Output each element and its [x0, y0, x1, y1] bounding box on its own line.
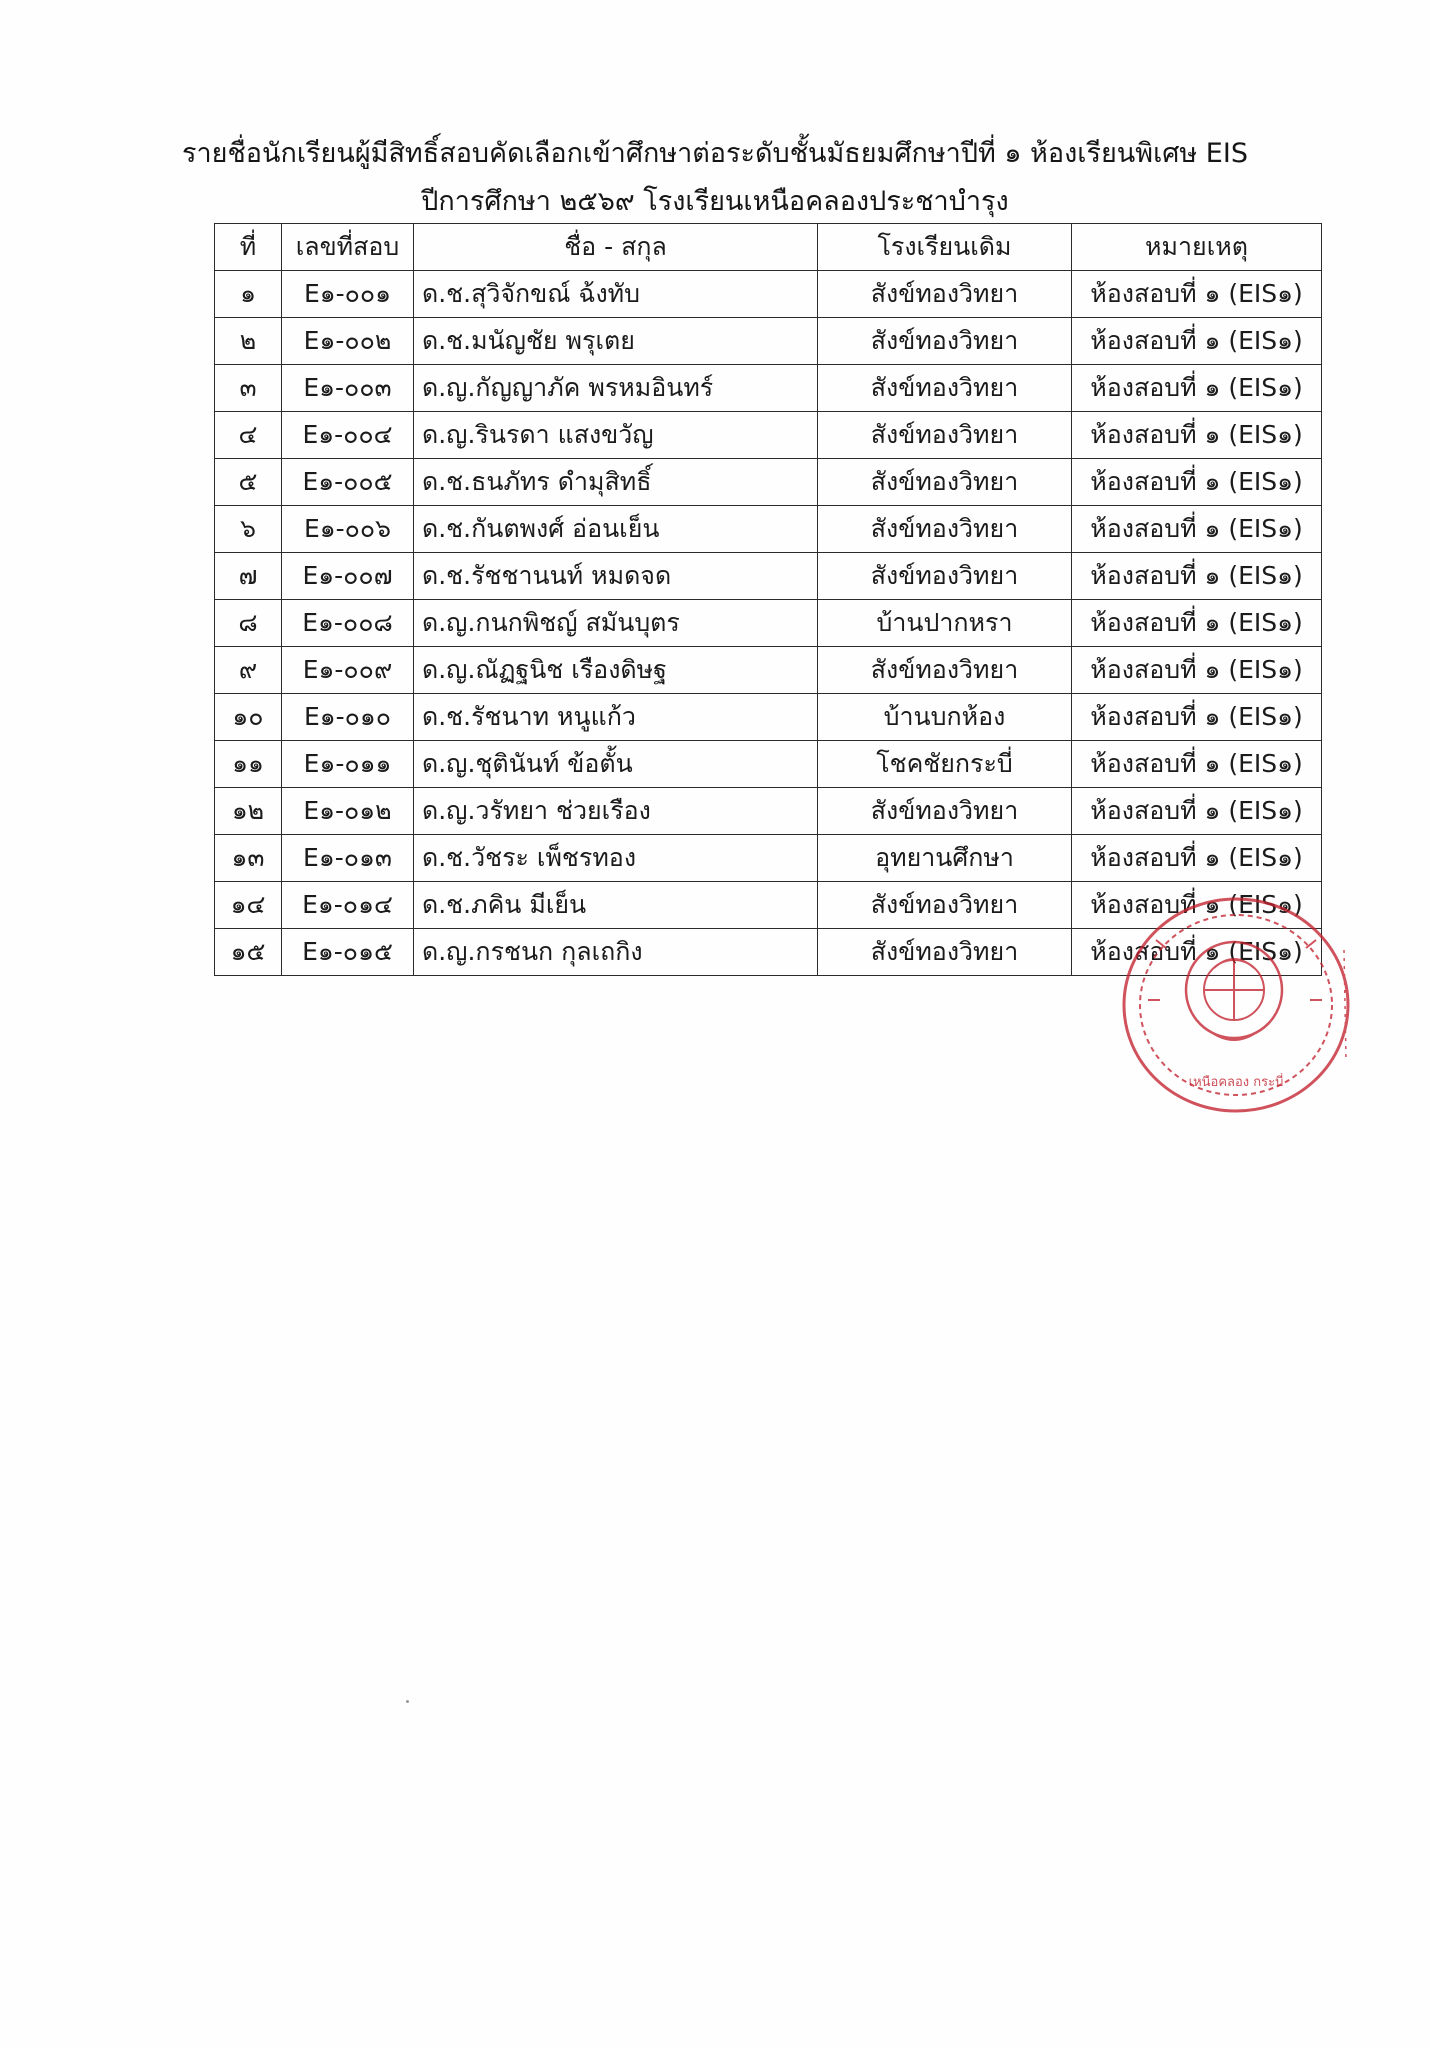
cell-exam-id: E๑-๐๐๘ [282, 600, 414, 647]
cell-school: สังข์ทองวิทยา [818, 506, 1072, 553]
header-school: โรงเรียนเดิม [818, 224, 1072, 271]
cell-exam-id: E๑-๐๐๓ [282, 365, 414, 412]
cell-remark: ห้องสอบที่ ๑ (EIS๑) [1072, 506, 1322, 553]
cell-school: อุทยานศึกษา [818, 835, 1072, 882]
cell-name: ด.ญ.ชุตินันท์ ข้อตั้น [414, 741, 818, 788]
cell-exam-id: E๑-๐๑๕ [282, 929, 414, 976]
table-row [215, 647, 1322, 694]
cell-no: ๓ [215, 365, 282, 412]
cell-no: ๑๒ [215, 788, 282, 835]
cell-no: ๑ [215, 271, 282, 318]
cell-no: ๑๐ [215, 694, 282, 741]
table-row [215, 271, 1322, 318]
cell-remark: ห้องสอบที่ ๑ (EIS๑) [1072, 271, 1322, 318]
cell-school: สังข์ทองวิทยา [818, 882, 1072, 929]
cell-school: สังข์ทองวิทยา [818, 788, 1072, 835]
cell-remark: ห้องสอบที่ ๑ (EIS๑) [1072, 882, 1322, 929]
cell-exam-id: E๑-๐๑๑ [282, 741, 414, 788]
cell-exam-id: E๑-๐๑๓ [282, 835, 414, 882]
cell-remark: ห้องสอบที่ ๑ (EIS๑) [1072, 318, 1322, 365]
cell-name: ด.ช.มนัญชัย พรุเตย [414, 318, 818, 365]
cell-no: ๕ [215, 459, 282, 506]
cell-no: ๑๑ [215, 741, 282, 788]
cell-name: ด.ญ.กรชนก กุลเถกิง [414, 929, 818, 976]
cell-no: ๔ [215, 412, 282, 459]
cell-remark: ห้องสอบที่ ๑ (EIS๑) [1072, 741, 1322, 788]
cell-no: ๙ [215, 647, 282, 694]
cell-remark: ห้องสอบที่ ๑ (EIS๑) [1072, 412, 1322, 459]
cell-exam-id: E๑-๐๐๕ [282, 459, 414, 506]
table-row [215, 600, 1322, 647]
cell-no: ๑๕ [215, 929, 282, 976]
cell-exam-id: E๑-๐๑๒ [282, 788, 414, 835]
table-row [215, 882, 1322, 929]
cell-remark: ห้องสอบที่ ๑ (EIS๑) [1072, 694, 1322, 741]
table-header-row [215, 224, 1322, 271]
cell-school: สังข์ทองวิทยา [818, 365, 1072, 412]
cell-remark: ห้องสอบที่ ๑ (EIS๑) [1072, 647, 1322, 694]
cell-school: สังข์ทองวิทยา [818, 929, 1072, 976]
cell-no: ๖ [215, 506, 282, 553]
cell-school: บ้านบกห้อง [818, 694, 1072, 741]
cell-school: สังข์ทองวิทยา [818, 553, 1072, 600]
header-exam-id: เลขที่สอบ [282, 224, 414, 271]
table-row [215, 929, 1322, 976]
cell-remark: ห้องสอบที่ ๑ (EIS๑) [1072, 365, 1322, 412]
table-row [215, 412, 1322, 459]
cell-remark: ห้องสอบที่ ๑ (EIS๑) [1072, 835, 1322, 882]
cell-exam-id: E๑-๐๐๔ [282, 412, 414, 459]
table-row [215, 835, 1322, 882]
cell-name: ด.ช.สุวิจักขณ์ ฉ้งทับ [414, 271, 818, 318]
cell-name: ด.ช.กันตพงศ์ อ่อนเย็น [414, 506, 818, 553]
cell-remark: ห้องสอบที่ ๑ (EIS๑) [1072, 600, 1322, 647]
cell-exam-id: E๑-๐๑๔ [282, 882, 414, 929]
scan-speck [406, 1700, 409, 1703]
cell-name: ด.ช.รัชนาท หนูแก้ว [414, 694, 818, 741]
document-subtitle: ปีการศึกษา ๒๕๖๙ โรงเรียนเหนือคลองประชาบำรุง [421, 186, 1009, 217]
cell-school: สังข์ทองวิทยา [818, 412, 1072, 459]
cell-exam-id: E๑-๐๐๗ [282, 553, 414, 600]
cell-remark: ห้องสอบที่ ๑ (EIS๑) [1072, 553, 1322, 600]
cell-school: สังข์ทองวิทยา [818, 459, 1072, 506]
table-row [215, 459, 1322, 506]
cell-name: ด.ช.ธนภัทร ดำมุสิทธิ์ [414, 459, 818, 506]
cell-name: ด.ญ.ณัฏฐนิช เรืองดิษฐ [414, 647, 818, 694]
cell-remark: ห้องสอบที่ ๑ (EIS๑) [1072, 459, 1322, 506]
cell-exam-id: E๑-๐๐๑ [282, 271, 414, 318]
cell-no: ๘ [215, 600, 282, 647]
stamp-caption: เหนือคลอง กระบี่ [1188, 1075, 1284, 1090]
cell-name: ด.ช.วัชระ เพ็ชรทอง [414, 835, 818, 882]
cell-exam-id: E๑-๐๐๖ [282, 506, 414, 553]
table-row [215, 694, 1322, 741]
table-row [215, 318, 1322, 365]
cell-name: ด.ช.ภคิน มีเย็น [414, 882, 818, 929]
table-row [215, 506, 1322, 553]
cell-no: ๑๓ [215, 835, 282, 882]
cell-name: ด.ช.รัชชานนท์ หมดจด [414, 553, 818, 600]
cell-exam-id: E๑-๐๐๙ [282, 647, 414, 694]
cell-school: โชคชัยกระบี่ [818, 741, 1072, 788]
student-roster-table [214, 223, 1322, 976]
cell-exam-id: E๑-๐๑๐ [282, 694, 414, 741]
cell-school: บ้านปากหรา [818, 600, 1072, 647]
cell-name: ด.ญ.รินรดา แสงขวัญ [414, 412, 818, 459]
cell-remark: ห้องสอบที่ ๑ (EIS๑) [1072, 929, 1322, 976]
cell-school: สังข์ทองวิทยา [818, 271, 1072, 318]
cell-no: ๒ [215, 318, 282, 365]
document-title: รายชื่อนักเรียนผู้มีสิทธิ์สอบคัดเลือกเข้าศึกษาต่อระดับชั้นมัธยมศึกษาปีที่ ๑ ห้องเรียนพิเศษ EIS [182, 138, 1248, 169]
cell-name: ด.ญ.กัญญาภัค พรหมอินทร์ [414, 365, 818, 412]
table-row [215, 365, 1322, 412]
cell-remark: ห้องสอบที่ ๑ (EIS๑) [1072, 788, 1322, 835]
header-no: ที่ [215, 224, 282, 271]
cell-school: สังข์ทองวิทยา [818, 647, 1072, 694]
cell-no: ๗ [215, 553, 282, 600]
cell-school: สังข์ทองวิทยา [818, 318, 1072, 365]
cell-name: ด.ญ.กนกพิชญ์ สมันบุตร [414, 600, 818, 647]
cell-exam-id: E๑-๐๐๒ [282, 318, 414, 365]
cell-name: ด.ญ.วรัทยา ช่วยเรือง [414, 788, 818, 835]
cell-no: ๑๔ [215, 882, 282, 929]
header-remark: หมายเหตุ [1072, 224, 1322, 271]
table-row [215, 788, 1322, 835]
table-row [215, 553, 1322, 600]
header-name: ชื่อ - สกุล [414, 224, 818, 271]
table-row [215, 741, 1322, 788]
